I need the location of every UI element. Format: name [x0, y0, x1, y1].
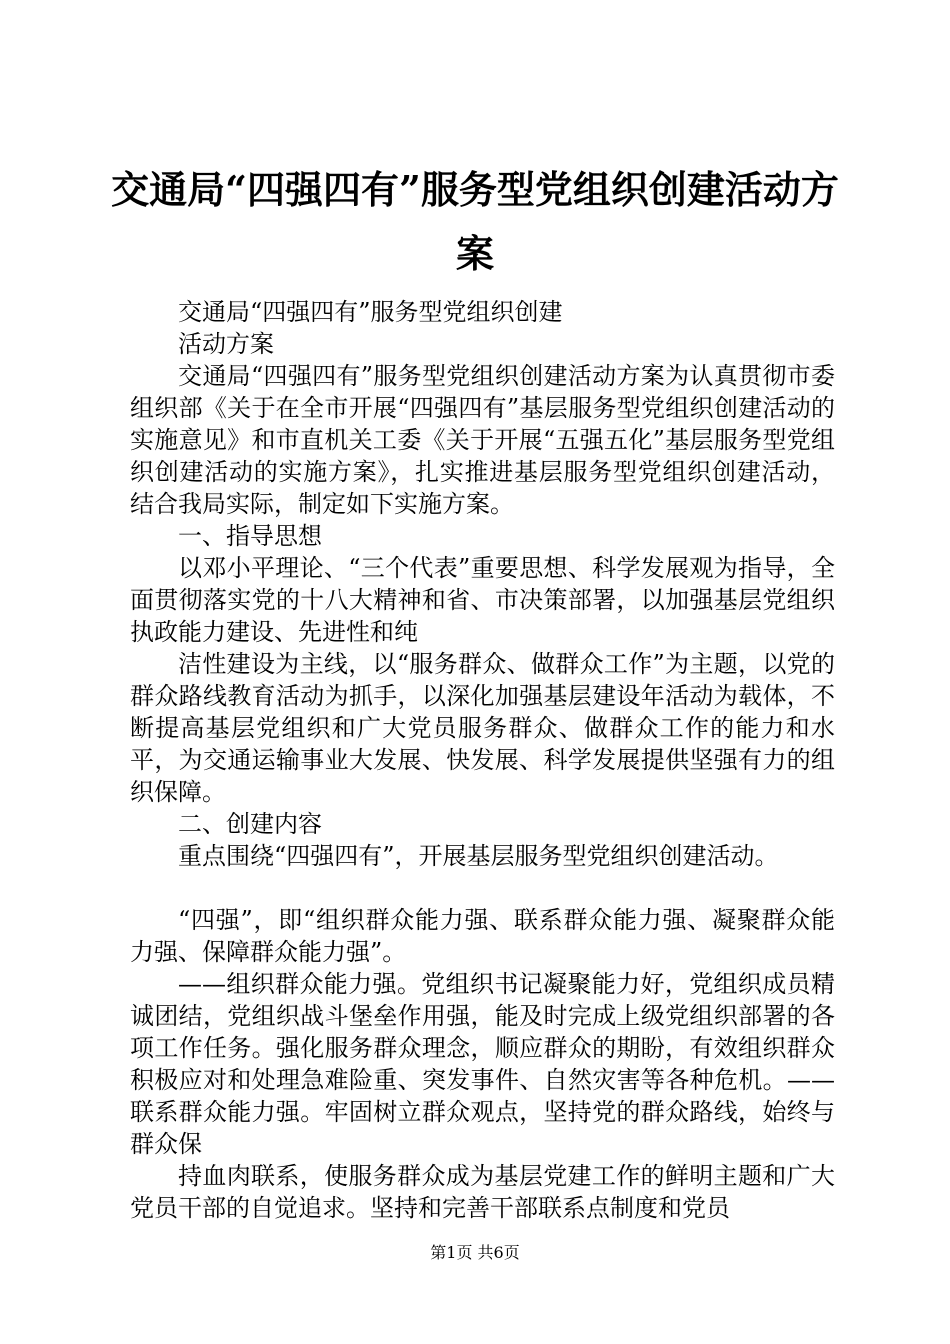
section-heading: 一、指导思想 [178, 522, 322, 550]
paragraph: 持血肉联系，使服务群众成为基层党建工作的鲜明主题和广大党员干部的自觉追求。坚持和完善干部联系点制度和党员 [130, 1162, 835, 1222]
page-footer: 第1页 共6页 [430, 1243, 520, 1262]
paragraph: 洁性建设为主线，以“服务群众、做群众工作”为主题，以党的群众路线教育活动为抓手，以深化加强基层建设年活动为载体，不断提高基层党组织和广大党员服务群众、做群众工作的能力和水平，为交通运输事业大发展、快发展、科学发展提供坚强有力的组织保障。 [130, 650, 835, 806]
document-body [130, 296, 835, 1224]
paragraph: “四强”，即“组织群众能力强、联系群众能力强、凝聚群众能力强、保障群众能力强”。 [130, 906, 835, 966]
document-title: 交通局“四强四有”服务型党组织创建活动方案 [111, 167, 839, 276]
paragraph: 交通局“四强四有”服务型党组织创建活动方案为认真贯彻市委组织部《关于在全市开展“四强四有”基层服务型党组织创建活动的实施意见》和市直机关工委《关于开展“五强五化”基层服务型党组织创建活动的实施方案》，扎实推进基层服务型党组织创建活动，结合我局实际，制定如下实施方案。 [130, 362, 835, 518]
paragraph: 交通局“四强四有”服务型党组织创建 [178, 298, 563, 326]
paragraph: 活动方案 [178, 330, 274, 358]
paragraph: ——组织群众能力强。党组织书记凝聚能力好，党组织成员精诚团结，党组织战斗堡垒作用强，能及时完成上级党组织部署的各项工作任务。强化服务群众理念，顺应群众的期盼，有效组织群众积极应对和处理急难险重、突发事件、自然灾害等各种危机。——联系群众能力强。牢固树立群众观点，坚持党的群众路线，始终与群众保 [130, 970, 835, 1158]
paragraph: 重点围绕“四强四有”，开展基层服务型党组织创建活动。 [178, 842, 779, 870]
section-heading: 二、创建内容 [178, 810, 322, 838]
paragraph: 以邓小平理论、“三个代表”重要思想、科学发展观为指导，全面贯彻落实党的十八大精神和省、市决策部署，以加强基层党组织执政能力建设、先进性和纯 [130, 554, 835, 646]
